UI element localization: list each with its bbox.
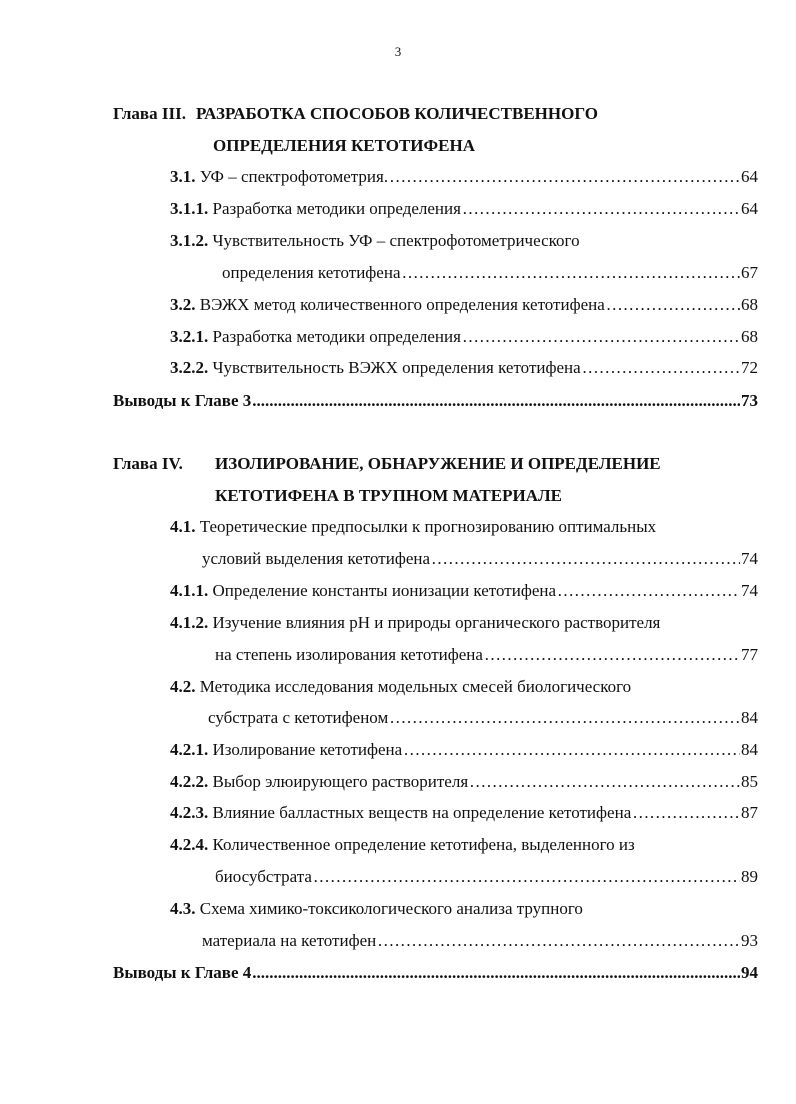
toc-title: Выводы к Главе 3 (113, 391, 252, 410)
toc-number: 3.1.2. (170, 231, 209, 250)
chapter4-title-line1: ИЗОЛИРОВАНИЕ, ОБНАРУЖЕНИЕ И ОПРЕДЕЛЕНИЕ (215, 454, 661, 473)
toc-page: 72 (741, 358, 758, 377)
dot-leader (469, 770, 740, 794)
toc-entry-4-2-1[interactable] (170, 738, 758, 762)
toc-entry-4-1-2-line2[interactable] (215, 643, 758, 667)
toc-entry-3-2[interactable] (170, 293, 758, 317)
toc-number: 3.1. (170, 167, 196, 186)
toc-title-cont: определения кетотифена (222, 263, 401, 282)
toc-title: Теоретические предпосылки к прогнозированию оптимальных (199, 517, 657, 536)
toc-page: 68 (741, 295, 758, 314)
toc-title: Выбор элюирующего растворителя (212, 772, 469, 791)
toc-number: 3.2.2. (170, 358, 209, 377)
toc-number: 4.2.2. (170, 772, 209, 791)
toc-entry-4-1-line1[interactable] (170, 515, 656, 539)
chapter4-title-line2: КЕТОТИФЕНА В ТРУПНОМ МАТЕРИАЛЕ (215, 486, 562, 505)
dot-leader (403, 738, 740, 762)
toc-title: Изучение влияния рН и природы органического растворителя (212, 613, 661, 632)
dot-leader (431, 547, 740, 571)
toc-number: 3.2. (170, 295, 196, 314)
toc-page: 64 (741, 199, 758, 218)
toc-number: 4.2.1. (170, 740, 209, 759)
chapter3-title-line1: РАЗРАБОТКА СПОСОБОВ КОЛИЧЕСТВЕННОГО (195, 104, 598, 123)
toc-page: 84 (741, 740, 758, 759)
toc-entry-4-2-line1[interactable] (170, 675, 631, 699)
toc-page: 84 (741, 708, 758, 727)
toc-page: 68 (741, 327, 758, 346)
toc-title: Схема химико-токсикологического анализа трупного (199, 899, 583, 918)
toc-entry-4-1-2-line1[interactable] (170, 611, 660, 635)
toc-entry-3-2-1[interactable] (170, 325, 758, 349)
toc-title: Методика исследования модельных смесей биологического (199, 677, 632, 696)
chapter3-title-line2: ОПРЕДЕЛЕНИЯ КЕТОТИФЕНА (213, 136, 475, 155)
toc-conclusion-3[interactable] (113, 389, 758, 413)
toc-number: 3.2.1. (170, 327, 209, 346)
toc-title: Разработка методики определения (212, 199, 461, 218)
toc-entry-4-1-1[interactable] (170, 579, 758, 603)
toc-title: Чувствительность ВЭЖХ определения кетотифена (212, 358, 581, 377)
toc-entry-4-2-4-line1[interactable] (170, 833, 635, 857)
toc-title-cont: субстрата с кетотифеном (208, 708, 389, 727)
chapter3-heading (113, 102, 598, 126)
toc-page: 93 (741, 931, 758, 950)
dot-leader (252, 389, 740, 413)
toc-number: 4.2.3. (170, 803, 209, 822)
toc-page: 94 (741, 963, 758, 982)
toc-title-cont: на степень изолирования кетотифена (215, 645, 483, 664)
dot-leader (462, 325, 740, 349)
page-number: 3 (394, 44, 402, 59)
toc-entry-4-1-line2[interactable] (202, 547, 758, 571)
dot-leader (313, 865, 740, 889)
dot-leader (484, 643, 740, 667)
dot-leader (389, 165, 740, 189)
toc-entry-4-3-line2[interactable] (202, 929, 758, 953)
dot-leader (606, 293, 740, 317)
dot-leader (377, 929, 740, 953)
toc-entry-3-1[interactable] (170, 165, 758, 189)
toc-title-cont: материала на кетотифен (202, 931, 377, 950)
toc-number: 4.1.1. (170, 581, 209, 600)
toc-page: 74 (741, 549, 758, 568)
toc-title: Количественное определение кетотифена, выделенного из (212, 835, 635, 854)
toc-title: Чувствительность УФ – спектрофотометрического (212, 231, 580, 250)
toc-page: 73 (741, 391, 758, 410)
toc-page: 64 (741, 167, 758, 186)
toc-entry-4-2-4-line2[interactable] (215, 865, 758, 889)
toc-title: Выводы к Главе 4 (113, 963, 252, 982)
toc-title: Влияние балластных веществ на определение кетотифена (212, 803, 632, 822)
toc-title-cont: биосубстрата (215, 867, 312, 886)
toc-number: 4.3. (170, 899, 196, 918)
toc-title: Изолирование кетотифена (212, 740, 403, 759)
toc-page: 87 (741, 803, 758, 822)
toc-title: УФ – спектрофотометрия. (199, 167, 389, 186)
toc-entry-4-2-3[interactable] (170, 801, 758, 825)
chapter4-heading (113, 452, 661, 476)
dot-leader (252, 961, 740, 985)
dot-leader (389, 706, 740, 730)
toc-conclusion-4[interactable] (113, 961, 758, 985)
chapter4-label: Глава IV. (113, 454, 183, 473)
toc-entry-4-2-2[interactable] (170, 770, 758, 794)
dot-leader (462, 197, 740, 221)
toc-entry-3-1-2-line1[interactable] (170, 229, 580, 253)
toc-page: 89 (741, 867, 758, 886)
chapter3-label: Глава III. (113, 104, 186, 123)
toc-title: Разработка методики определения (212, 327, 461, 346)
toc-page: 85 (741, 772, 758, 791)
dot-leader (632, 801, 740, 825)
toc-number: 4.1. (170, 517, 196, 536)
toc-number: 4.2.4. (170, 835, 209, 854)
toc-page: 67 (741, 263, 758, 282)
toc-number: 4.2. (170, 677, 196, 696)
toc-entry-4-2-line2[interactable] (208, 706, 758, 730)
toc-title-cont: условий выделения кетотифена (202, 549, 431, 568)
dot-leader (402, 261, 741, 285)
toc-entry-3-2-2[interactable] (170, 356, 758, 380)
toc-number: 4.1.2. (170, 613, 209, 632)
toc-entry-3-1-2-line2[interactable] (222, 261, 758, 285)
toc-page: 77 (741, 645, 758, 664)
toc-page: 74 (741, 581, 758, 600)
toc-title: ВЭЖХ метод количественного определения кетотифена (199, 295, 605, 314)
toc-entry-3-1-1[interactable] (170, 197, 758, 221)
dot-leader (557, 579, 740, 603)
toc-entry-4-3-line1[interactable] (170, 897, 583, 921)
dot-leader (582, 356, 740, 380)
toc-number: 3.1.1. (170, 199, 209, 218)
toc-title: Определение константы ионизации кетотифена (212, 581, 557, 600)
